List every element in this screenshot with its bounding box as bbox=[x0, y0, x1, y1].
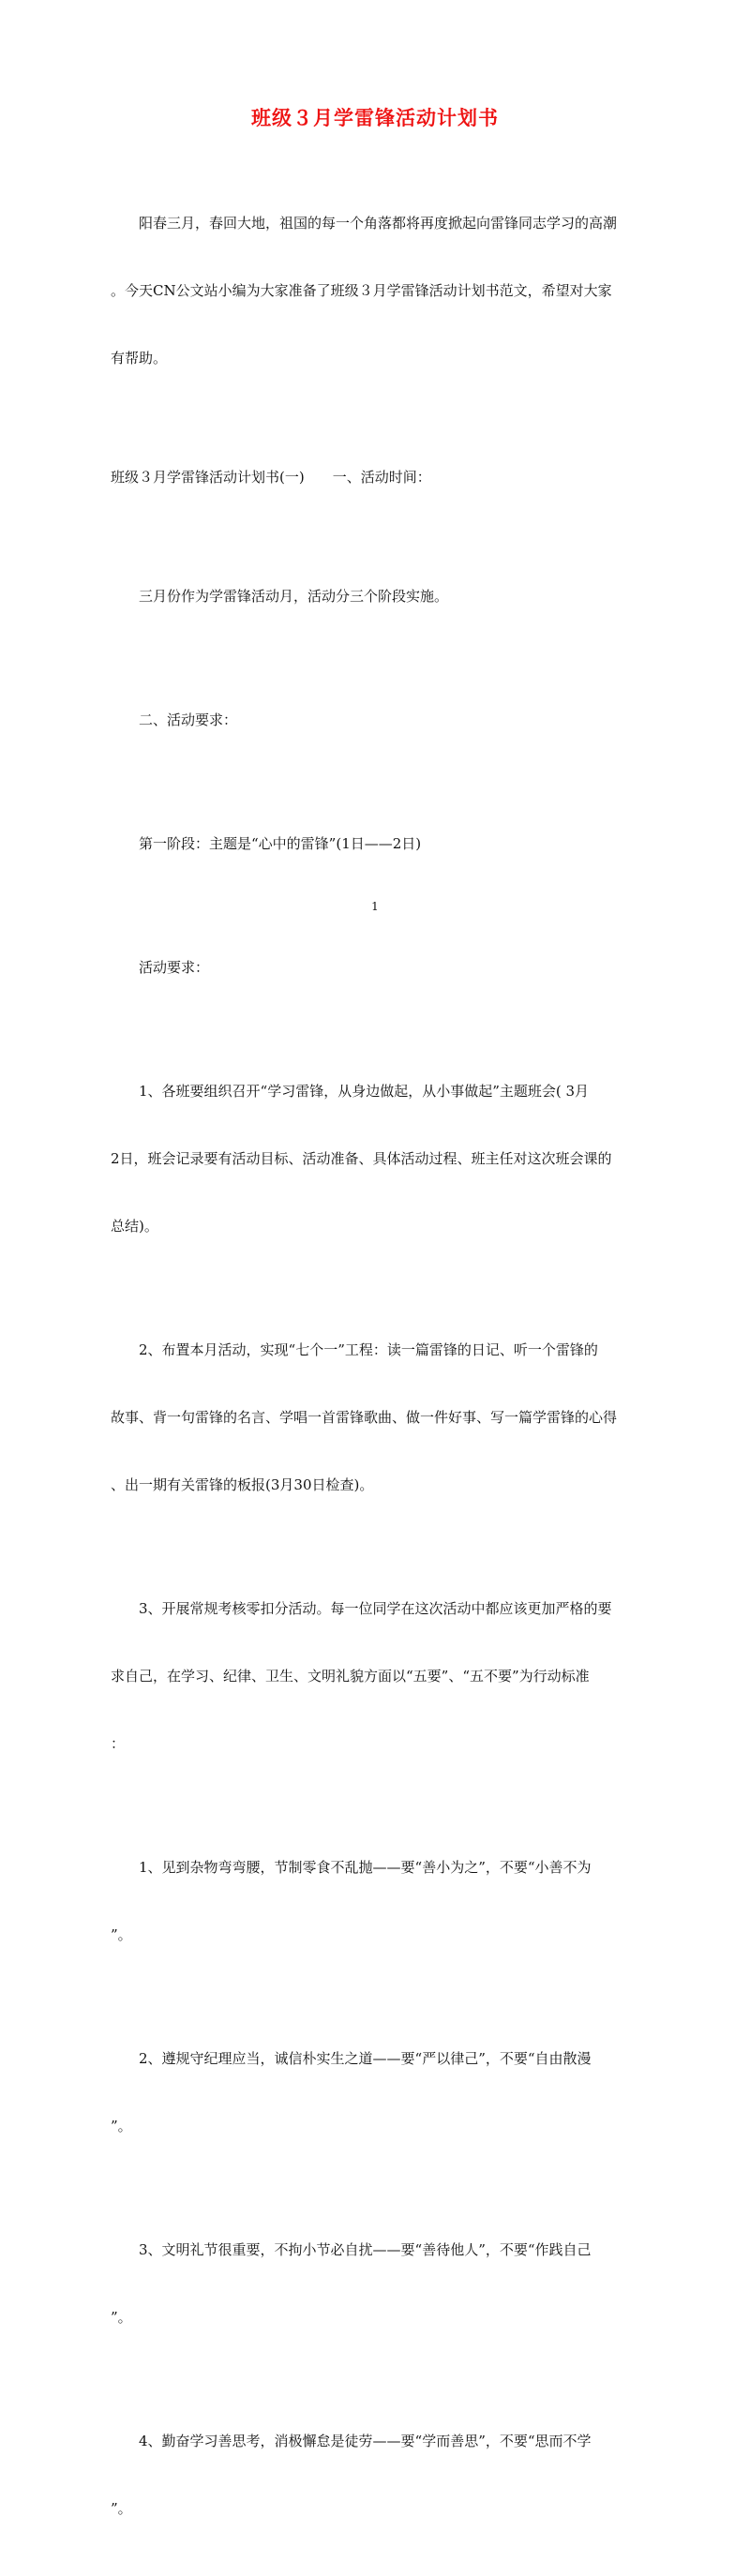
paragraph bbox=[111, 2002, 641, 2182]
page-number: 1 bbox=[371, 900, 379, 913]
text-line: ”。 bbox=[111, 2500, 132, 2517]
text-line: 2、遵规守纪理应当，诚信朴实生之道——要“严以律己”，不要“自由散漫 bbox=[139, 2050, 592, 2067]
document-title: 班级３月学雷锋活动计划书 bbox=[251, 106, 499, 129]
text-line: 3、文明礼节很重要，不拘小节必自扰——要“善待他人”，不要“作践自己 bbox=[139, 2241, 592, 2258]
paragraph bbox=[111, 2385, 641, 2565]
document-body bbox=[111, 167, 641, 2576]
text-line: ”。 bbox=[111, 1926, 132, 1943]
text-line: 二、活动要求： bbox=[139, 711, 238, 728]
text-line: ”。 bbox=[111, 2309, 132, 2326]
text-line: 3、开展常规考核零扣分活动。每一位同学在这次活动中都应该更加严格的要 bbox=[139, 1600, 612, 1617]
text-line: 、出一期有关雷锋的板报(3月30日检查)。 bbox=[111, 1476, 374, 1493]
text-line: 求自己，在学习、纪律、卫生、文明礼貌方面以“五要”、“五不要”为行动标准 bbox=[111, 1668, 590, 1685]
text-line: 2日，班会记录要有活动目标、活动准备、具体活动过程、班主任对这次班会课的 bbox=[111, 1150, 612, 1167]
text-line: 4、勤奋学习善思考，消极懈怠是徒劳——要“学而善思”，不要“思而不学 bbox=[139, 2433, 592, 2449]
paragraph bbox=[111, 787, 641, 900]
paragraph-intro bbox=[111, 167, 641, 414]
text-line: 2、布置本月活动，实现“七个一”工程：读一篇雷锋的日记、听一个雷锋的 bbox=[139, 1341, 598, 1358]
paragraph bbox=[111, 1294, 641, 1541]
text-line: 有帮助。 bbox=[111, 350, 168, 367]
text-line: 第一阶段：主题是“心中的雷锋”(1日——2日) bbox=[139, 835, 422, 852]
text-line: 故事、背一句雷锋的名言、学唱一首雷锋歌曲、做一件好事、写一篇学雷锋的心得 bbox=[111, 1409, 618, 1426]
paragraph-plan-heading bbox=[111, 421, 641, 533]
text-line: 活动要求： bbox=[139, 959, 210, 976]
paragraph bbox=[111, 540, 641, 652]
text-line: 三月份作为学雷锋活动月，活动分三个阶段实施。 bbox=[139, 588, 449, 605]
text-line: ”。 bbox=[111, 2118, 132, 2134]
paragraph bbox=[111, 911, 641, 1024]
paragraph bbox=[111, 2194, 641, 2374]
paragraph bbox=[111, 1035, 641, 1282]
text-line: 阳春三月，春回大地，祖国的每一个角落都将再度掀起向雷锋同志学习的高潮 bbox=[139, 215, 618, 232]
text-line: 总结)。 bbox=[111, 1218, 158, 1235]
paragraph bbox=[111, 664, 641, 776]
text-line: 班级３月学雷锋活动计划书(一) 一、活动时间： bbox=[111, 469, 431, 486]
text-line: 。今天CN公文站小编为大家准备了班级３月学雷锋活动计划书范文，希望对大家 bbox=[111, 282, 612, 299]
paragraph bbox=[111, 1811, 641, 1991]
paragraph bbox=[111, 1552, 641, 1800]
text-line: ： bbox=[111, 1735, 126, 1752]
text-line: 1、各班要组织召开“学习雷锋，从身边做起，从小事做起”主题班会( 3月 bbox=[139, 1083, 590, 1100]
text-line: 1、见到杂物弯弯腰，节制零食不乱抛——要“善小为之”，不要“小善不为 bbox=[139, 1859, 592, 1876]
